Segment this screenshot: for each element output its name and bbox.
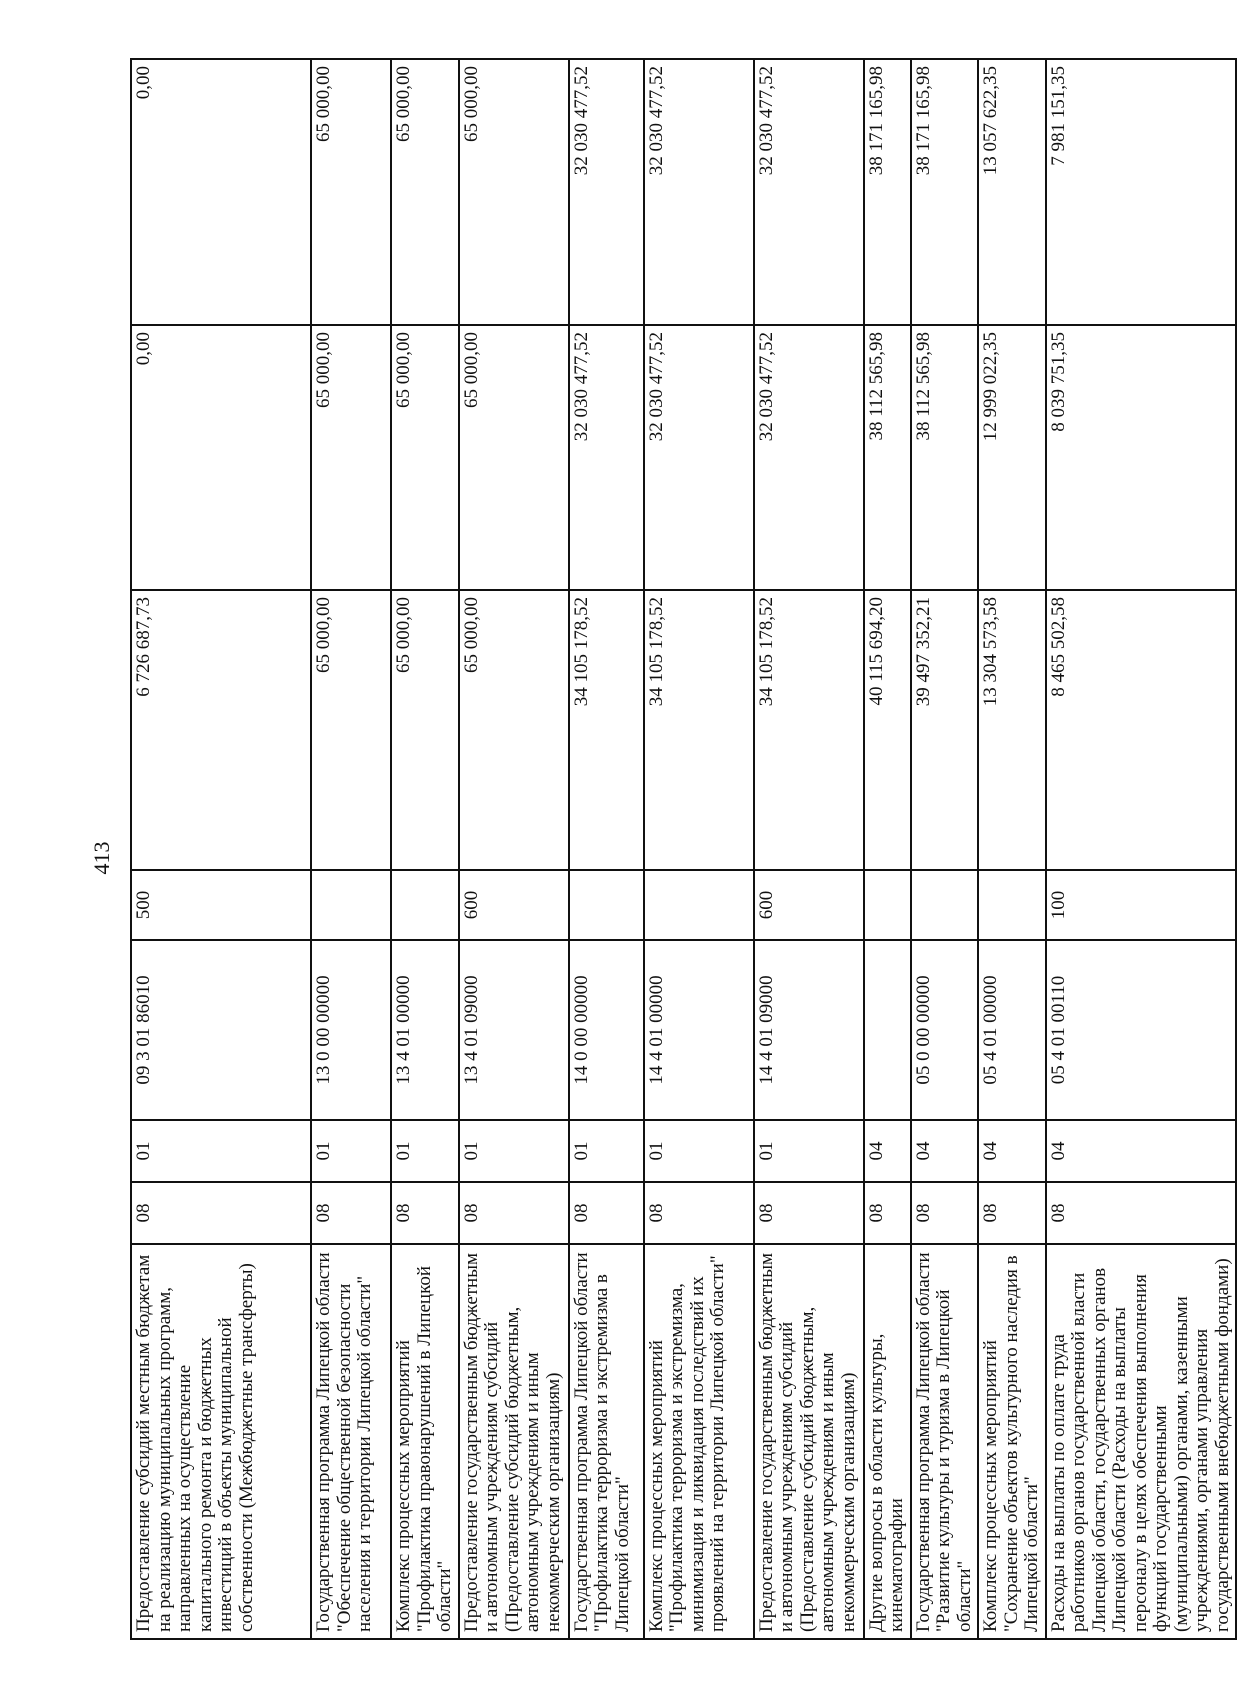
row-name-cell: Комплекс процессных мероприятий "Профилактика правонарушений в Липецкой области" — [391, 1244, 459, 1639]
ministry-code-cell: 08 — [644, 1182, 754, 1244]
table-row — [569, 59, 644, 1639]
row-name-cell: Государственная программа Липецкой области "Развитие культуры и туризма в Липецкой области" — [911, 1244, 979, 1639]
section-code-cell: 01 — [569, 1120, 644, 1182]
table-row — [754, 59, 864, 1639]
amount-year-1-cell: 65 000,00 — [311, 590, 391, 870]
expense-type-cell — [311, 870, 391, 940]
amount-year-3-cell: 65 000,00 — [391, 59, 459, 325]
amount-year-2-cell: 65 000,00 — [311, 325, 391, 590]
amount-year-1-cell: 65 000,00 — [459, 590, 569, 870]
target-article-cell: 14 4 01 09000 — [754, 940, 864, 1120]
budget-table — [130, 58, 1237, 1640]
amount-year-3-cell: 0,00 — [131, 59, 311, 325]
amount-year-3-cell: 32 030 477,52 — [644, 59, 754, 325]
expense-type-cell: 600 — [459, 870, 569, 940]
amount-year-2-cell: 32 030 477,52 — [644, 325, 754, 590]
ministry-code-cell: 08 — [311, 1182, 391, 1244]
target-article-cell — [864, 940, 911, 1120]
amount-year-2-cell: 0,00 — [131, 325, 311, 590]
row-name-cell: Расходы на выплаты по оплате труда работников органов государственной власти Липецкой области, государственных органов Липецкой области (Расходы на выплаты персоналу в целях обеспечения выполнения функций государственными (муниципальными) органами, казенными учреждениями, органами управления государственными внебюджетными фондами) — [1046, 1244, 1237, 1639]
amount-year-1-cell: 6 726 687,73 — [131, 590, 311, 870]
amount-year-2-cell: 12 999 022,35 — [978, 325, 1046, 590]
amount-year-3-cell: 65 000,00 — [459, 59, 569, 325]
row-name-cell: Предоставление государственным бюджетным и автономным учреждениям субсидий (Предоставление субсидий бюджетным, автономным учреждениям и иным некоммерческим организациям) — [754, 1244, 864, 1639]
row-name-cell: Комплекс процессных мероприятий "Профилактика терроризма и экстремизма, минимизация и ликвидация последствий их проявлений на территории Липецкой области" — [644, 1244, 754, 1639]
table-row — [391, 59, 459, 1639]
ministry-code-cell: 08 — [569, 1182, 644, 1244]
section-code-cell: 01 — [131, 1120, 311, 1182]
target-article-cell: 05 4 01 00000 — [978, 940, 1046, 1120]
section-code-cell: 01 — [311, 1120, 391, 1182]
expense-type-cell — [569, 870, 644, 940]
section-code-cell: 04 — [978, 1120, 1046, 1182]
page-number: 413 — [89, 841, 114, 875]
amount-year-1-cell: 39 497 352,21 — [911, 590, 979, 870]
amount-year-3-cell: 32 030 477,52 — [569, 59, 644, 325]
amount-year-3-cell: 38 171 165,98 — [864, 59, 911, 325]
target-article-cell: 13 0 00 00000 — [311, 940, 391, 1120]
ministry-code-cell: 08 — [131, 1182, 311, 1244]
ministry-code-cell: 08 — [1046, 1182, 1237, 1244]
amount-year-3-cell: 7 981 151,35 — [1046, 59, 1237, 325]
target-article-cell: 05 4 01 00110 — [1046, 940, 1237, 1120]
target-article-cell: 13 4 01 00000 — [391, 940, 459, 1120]
expense-type-cell — [911, 870, 979, 940]
table-row — [644, 59, 754, 1639]
amount-year-2-cell: 32 030 477,52 — [569, 325, 644, 590]
target-article-cell: 14 0 00 00000 — [569, 940, 644, 1120]
target-article-cell: 09 3 01 86010 — [131, 940, 311, 1120]
amount-year-1-cell: 34 105 178,52 — [754, 590, 864, 870]
section-code-cell: 04 — [864, 1120, 911, 1182]
expense-type-cell: 100 — [1046, 870, 1237, 940]
table-row — [311, 59, 391, 1639]
target-article-cell: 14 4 01 00000 — [644, 940, 754, 1120]
expense-type-cell — [644, 870, 754, 940]
expense-type-cell: 600 — [754, 870, 864, 940]
row-name-cell: Государственная программа Липецкой области "Обеспечение общественной безопасности населения и территории Липецкой области" — [311, 1244, 391, 1639]
amount-year-3-cell: 65 000,00 — [311, 59, 391, 325]
amount-year-2-cell: 38 112 565,98 — [911, 325, 979, 590]
amount-year-2-cell: 38 112 565,98 — [864, 325, 911, 590]
ministry-code-cell: 08 — [978, 1182, 1046, 1244]
ministry-code-cell: 08 — [864, 1182, 911, 1244]
row-name-cell: Предоставление государственным бюджетным и автономным учреждениям субсидий (Предоставление субсидий бюджетным, автономным учреждениям и иным некоммерческим организациям) — [459, 1244, 569, 1639]
section-code-cell: 01 — [459, 1120, 569, 1182]
ministry-code-cell: 08 — [391, 1182, 459, 1244]
section-code-cell: 01 — [391, 1120, 459, 1182]
amount-year-3-cell: 32 030 477,52 — [754, 59, 864, 325]
row-name-cell: Другие вопросы в области культуры, кинематографии — [864, 1244, 911, 1639]
amount-year-3-cell: 13 057 622,35 — [978, 59, 1046, 325]
table-row — [459, 59, 569, 1639]
amount-year-2-cell: 65 000,00 — [459, 325, 569, 590]
ministry-code-cell: 08 — [911, 1182, 979, 1244]
amount-year-2-cell: 8 039 751,35 — [1046, 325, 1237, 590]
expense-type-cell: 500 — [131, 870, 311, 940]
amount-year-1-cell: 65 000,00 — [391, 590, 459, 870]
ministry-code-cell: 08 — [754, 1182, 864, 1244]
amount-year-1-cell: 34 105 178,52 — [569, 590, 644, 870]
row-name-cell: Государственная программа Липецкой области "Профилактика терроризма и экстремизма в Липецкой области" — [569, 1244, 644, 1639]
section-code-cell: 01 — [644, 1120, 754, 1182]
table-row — [1046, 59, 1237, 1639]
amount-year-1-cell: 13 304 573,58 — [978, 590, 1046, 870]
ministry-code-cell: 08 — [459, 1182, 569, 1244]
expense-type-cell — [978, 870, 1046, 940]
expense-type-cell — [391, 870, 459, 940]
amount-year-1-cell: 40 115 694,20 — [864, 590, 911, 870]
expense-type-cell — [864, 870, 911, 940]
amount-year-1-cell: 34 105 178,52 — [644, 590, 754, 870]
table-row — [864, 59, 911, 1639]
rotated-table-wrapper — [130, 60, 1233, 1640]
amount-year-3-cell: 38 171 165,98 — [911, 59, 979, 325]
amount-year-2-cell: 32 030 477,52 — [754, 325, 864, 590]
table-row — [911, 59, 979, 1639]
table-row — [131, 59, 311, 1639]
section-code-cell: 04 — [1046, 1120, 1237, 1182]
target-article-cell: 05 0 00 00000 — [911, 940, 979, 1120]
target-article-cell: 13 4 01 09000 — [459, 940, 569, 1120]
section-code-cell: 04 — [911, 1120, 979, 1182]
amount-year-2-cell: 65 000,00 — [391, 325, 459, 590]
row-name-cell: Предоставление субсидий местным бюджетам на реализацию муниципальных программ, направленных на осуществление капитального ремонта и бюджетных инвестиций в объекты муниципальной собственности (Межбюджетные трансферты) — [131, 1244, 311, 1639]
amount-year-1-cell: 8 465 502,58 — [1046, 590, 1237, 870]
row-name-cell: Комплекс процессных мероприятий "Сохранение объектов культурного наследия в Липецкой области" — [978, 1244, 1046, 1639]
section-code-cell: 01 — [754, 1120, 864, 1182]
table-row — [978, 59, 1046, 1639]
table-body — [131, 59, 1236, 1639]
